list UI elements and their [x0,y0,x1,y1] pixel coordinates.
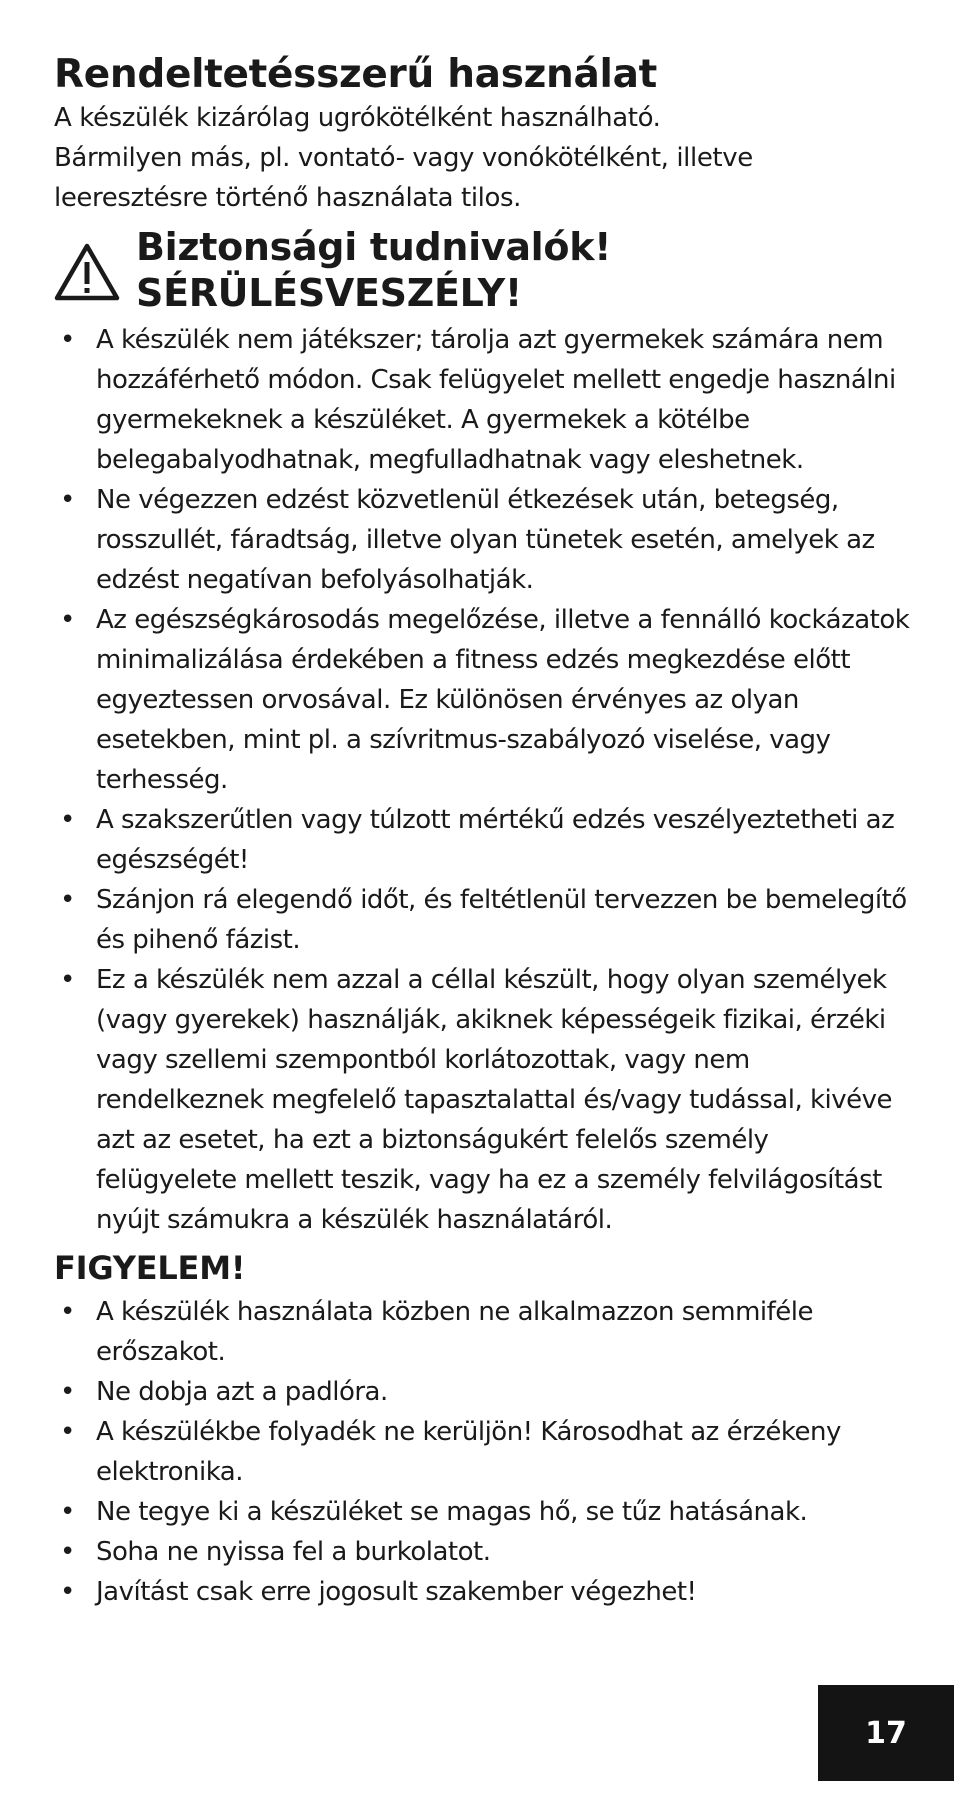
attention-list [54,1292,914,1612]
list-item-text: Ne végezzen edzést közvetlenül étkezések után, betegség, rosszullét, fáradtság, illetve olyan tünetek esetén, amelyek az edzést negatívan befolyásolhatják. [96,485,875,595]
safety-titles [136,224,611,316]
list-item-text: Szánjon rá elegendő időt, és feltétlenül tervezzen be bemelegítő és pihenő fázist. [96,885,907,955]
attention-title: FIGYELEM! [54,1249,246,1287]
list-item [54,320,914,480]
list-item-text: Az egészségkárosodás megelőzése, illetve a fennálló kockázatok minimalizálása érdekében a fitness edzés megkezdése előtt egyeztessen orvosával. Ez különösen érvényes az olyan esetekben, mint pl. a szívritmus-szabályozó viselése, vagy terhesség. [96,605,910,795]
list-item-text: Ez a készülék nem azzal a céllal készült, hogy olyan személyek (vagy gyerekek) használják, akiknek képességeik fizikai, érzéki vagy szellemi szempontból korlátozottak, vagy nem rendelkeznek megfelelő tapasztalattal és/vagy tudással, kivéve azt az esetet, ha ezt a biztonságukért felelős személy felügyelete mellett teszik, vagy ha ez a személy felvilágosítást nyújt számukra a készülék használatáról. [96,965,893,1235]
list-item [54,480,914,600]
list-item-text: A készülékbe folyadék ne kerüljön! Károsodhat az érzékeny elektronika. [96,1417,841,1487]
section-heading: Rendeltetésszerű használat [54,52,657,97]
list-item-text: Ne dobja azt a padlóra. [96,1377,388,1407]
bullet-icon: • [60,1577,75,1607]
list-item [54,880,914,960]
bullet-icon: • [60,805,75,835]
list-item [54,1412,914,1492]
page-number-badge [818,1685,954,1781]
list-item [54,960,914,1240]
list-item [54,600,914,800]
list-item-text: A készülék használata közben ne alkalmazzon semmiféle erőszakot. [96,1297,814,1367]
bullet-icon: • [60,885,75,915]
list-item-text: Ne tegye ki a készüléket se magas hő, se tűz hatásának. [96,1497,808,1527]
warning-triangle-icon [54,242,120,302]
list-item-text: A szakszerűtlen vagy túlzott mértékű edzés veszélyeztetheti az egészségét! [96,805,895,875]
manual-page [54,52,914,1612]
list-item-text: Soha ne nyissa fel a burkolatot. [96,1537,491,1567]
intro-line: Bármilyen más, pl. vontató- vagy vonókötélként, illetve [54,143,753,173]
bullet-icon: • [60,1497,75,1527]
list-item [54,1372,914,1412]
safety-list [54,320,914,1240]
list-item-text: A készülék nem játékszer; tárolja azt gyermekek számára nem hozzáférhető módon. Csak felügyelet mellett engedje használni gyermekeknek a készüléket. A gyermekek a kötélbe belegabalyodhatnak, megfulladhatnak vagy eleshetnek. [96,325,896,475]
intro-text [54,98,914,218]
safety-title: Biztonsági tudnivalók! [136,225,612,269]
bullet-icon: • [60,1537,75,1567]
bullet-icon: • [60,1297,75,1327]
list-item-text: Javítást csak erre jogosult szakember végezhet! [96,1577,697,1607]
list-item [54,1292,914,1372]
safety-heading-block [54,224,914,316]
list-item [54,1492,914,1532]
intro-line: A készülék kizárólag ugrókötélként használható. [54,103,661,133]
bullet-icon: • [60,965,75,995]
list-item [54,800,914,880]
bullet-icon: • [60,605,75,635]
list-item [54,1532,914,1572]
bullet-icon: • [60,1377,75,1407]
injury-warning-title: SÉRÜLÉSVESZÉLY! [136,271,522,315]
bullet-icon: • [60,485,75,515]
intro-line: leeresztésre történő használata tilos. [54,183,521,213]
bullet-icon: • [60,325,75,355]
list-item [54,1572,914,1612]
page-number: 17 [865,1715,907,1751]
bullet-icon: • [60,1417,75,1447]
